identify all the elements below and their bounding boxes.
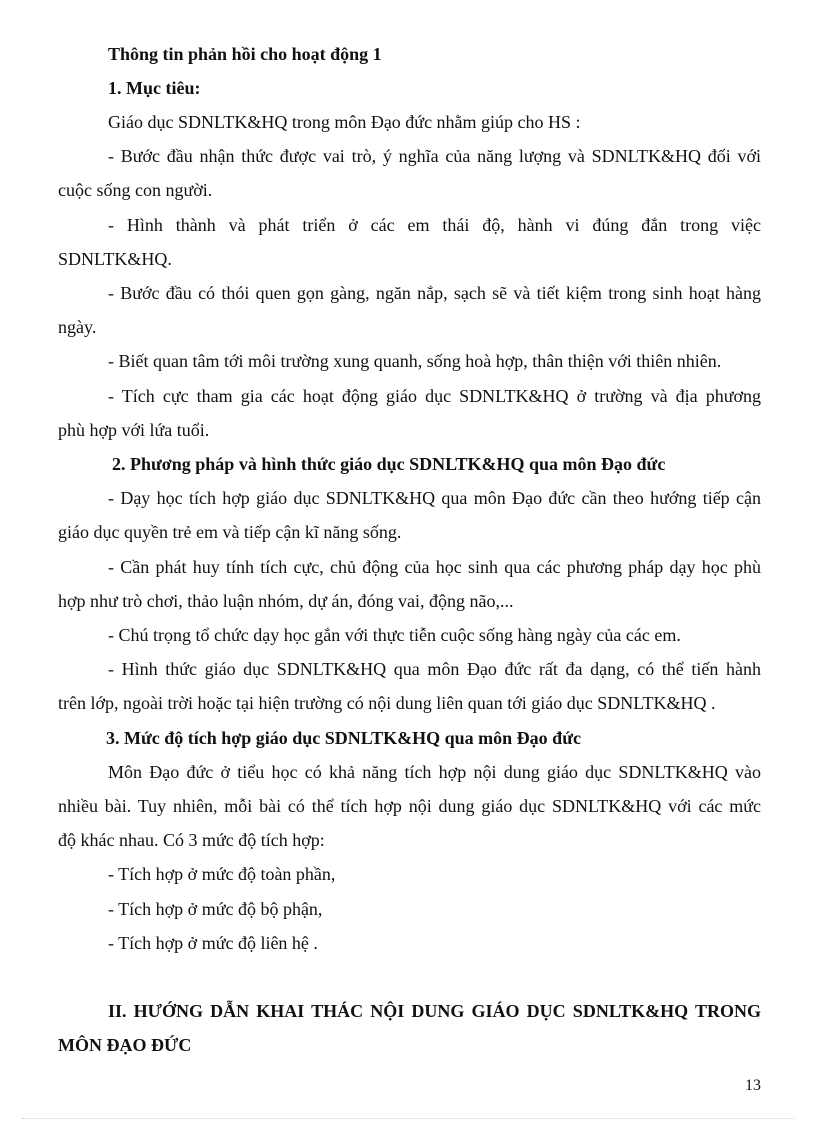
part2-heading-line1: II. HƯỚNG DẪN KHAI THÁC NỘI DUNG GIÁO DỤC SDNLTK&HQ TRONG	[108, 1001, 761, 1021]
integration-level-full: - Tích hợp ở mức độ toàn phần,	[108, 864, 336, 884]
section1-item5-line1: - Tích cực tham gia các hoạt động giáo dục SDNLTK&HQ ở trường và địa phương	[108, 386, 761, 406]
section3-para-line2: nhiều bài. Tuy nhiên, mỗi bài có thể tích hợp nội dung giáo dục SDNLTK&HQ với các mức	[58, 796, 761, 816]
section1-item1-line1: - Bước đầu nhận thức được vai trò, ý nghĩa của năng lượng và SDNLTK&HQ đối với	[108, 146, 761, 166]
section1-item3-line1: - Bước đầu có thói quen gọn gàng, ngăn nắp, sạch sẽ và tiết kiệm trong sinh hoạt hàng	[108, 283, 761, 303]
section1-item1-line2: cuộc sống con người.	[58, 180, 213, 200]
feedback-heading: Thông tin phản hồi cho hoạt động 1	[108, 44, 382, 64]
section1-intro: Giáo dục SDNLTK&HQ trong môn Đạo đức nhằm giúp cho HS :	[108, 112, 581, 132]
part2-heading-line2: MÔN ĐẠO ĐỨC	[58, 1035, 192, 1055]
section1-title: 1. Mục tiêu:	[108, 78, 201, 98]
section3-para-line1: Môn Đạo đức ở tiểu học có khả năng tích hợp nội dung giáo dục SDNLTK&HQ vào	[108, 762, 761, 782]
section3-para-line3: độ khác nhau. Có 3 mức độ tích hợp:	[58, 830, 325, 850]
section2-item1-line2: giáo dục quyền trẻ em và tiếp cận kĩ năng sống.	[58, 522, 402, 542]
section1-item4: - Biết quan tâm tới môi trường xung quanh, sống hoà hợp, thân thiện với thiên nhiên.	[108, 351, 722, 371]
integration-level-link: - Tích hợp ở mức độ liên hệ .	[108, 933, 318, 953]
integration-level-partial: - Tích hợp ở mức độ bộ phận,	[108, 899, 323, 919]
section1-item2-line2: SDNLTK&HQ.	[58, 249, 172, 269]
section1-item3-line2: ngày.	[58, 317, 97, 337]
section2-item3: - Chú trọng tổ chức dạy học gắn với thực tiễn cuộc sống hàng ngày của các em.	[108, 625, 681, 645]
section1-item2-line1: - Hình thành và phát triển ở các em thái độ, hành vi đúng đắn trong việc	[108, 215, 761, 235]
section3-title: 3. Mức độ tích hợp giáo dục SDNLTK&HQ qua môn Đạo đức	[106, 728, 581, 748]
section2-item2-line2: hợp như trò chơi, thảo luận nhóm, dự án, đóng vai, động não,...	[58, 591, 514, 611]
section2-item4-line2: trên lớp, ngoài trời hoặc tại hiện trường có nội dung liên quan tới giáo dục SDNLTK&HQ .	[58, 693, 716, 713]
page-bottom-divider	[22, 1118, 794, 1119]
section2-item1-line1: - Dạy học tích hợp giáo dục SDNLTK&HQ qua môn Đạo đức cần theo hướng tiếp cận	[108, 488, 761, 508]
page-number: 13	[745, 1077, 761, 1094]
section2-item2-line1: - Cần phát huy tính tích cực, chủ động của học sinh qua các phương pháp dạy học phù	[108, 557, 761, 577]
section2-item4-line1: - Hình thức giáo dục SDNLTK&HQ qua môn Đạo đức rất đa dạng, có thể tiến hành	[108, 659, 761, 679]
section1-item5-line2: phù hợp với lứa tuổi.	[58, 420, 210, 440]
section2-title: 2. Phương pháp và hình thức giáo dục SDNLTK&HQ qua môn Đạo đức	[112, 454, 666, 474]
